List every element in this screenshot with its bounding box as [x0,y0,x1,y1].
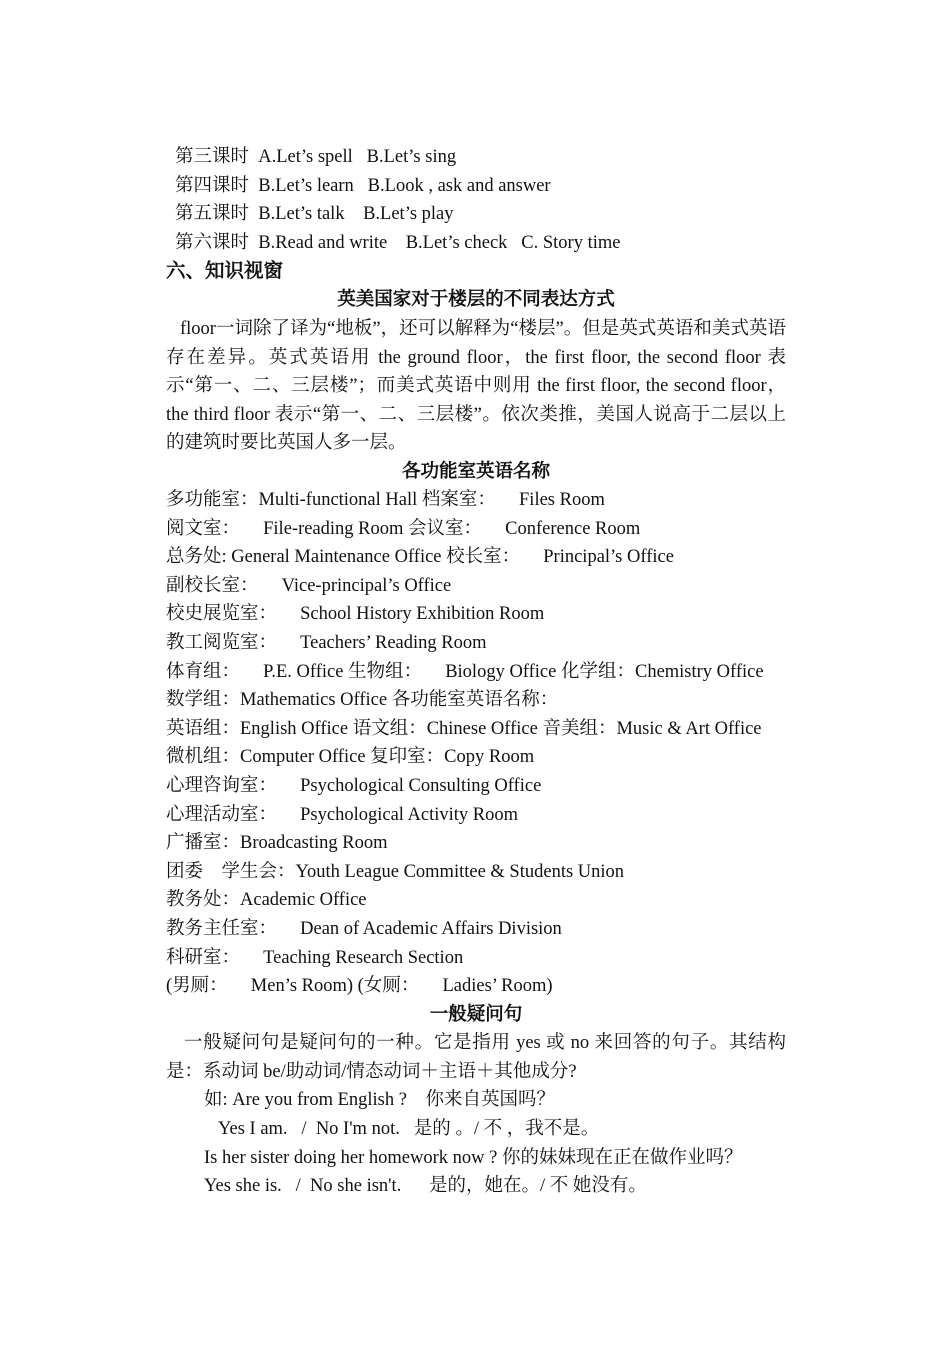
room-line: 体育组： P.E. Office 生物组： Biology Office 化学组：Chemistry Office [166,662,764,682]
question-title: 一般疑问句 [429,1005,523,1025]
question-paragraph: 一般疑问句是疑问句的一种。它是指用 yes 或 no 来回答的句子。其结构是：系动词 be/助动词/情态动词＋主语＋其他成分? [166,1033,786,1082]
room-line: (男厕： Men’s Room) (女厕： Ladies’ Room) [166,976,553,996]
lesson-line: 第五课时 B.Let’s talk B.Let’s play [175,204,454,224]
example-line: Yes she is. / No she isn't. 是的，她在。/ 不 她没有。 [204,1176,647,1196]
lesson-line: 第三课时 A.Let’s spell B.Let’s sing [175,147,457,167]
lesson-line: 第四课时 B.Let’s learn B.Look , ask and answer [175,176,551,196]
room-line: 教务主任室： Dean of Academic Affairs Division [166,919,562,939]
room-line: 英语组：English Office 语文组：Chinese Office 音美组：Music & Art Office [166,719,762,739]
room-line: 心理活动室： Psychological Activity Room [166,805,519,825]
room-line: 心理咨询室： Psychological Consulting Office [166,776,542,796]
room-line: 数学组：Mathematics Office 各功能室英语名称： [166,690,559,710]
section-heading: 六、知识视窗 [166,261,284,282]
lesson-line: 第六课时 B.Read and write B.Let’s check C. Story time [175,233,621,253]
room-line: 阅文室： File-reading Room 会议室： Conference Room [166,519,641,539]
room-line: 团委 学生会：Youth League Committee & Students Union [166,862,625,882]
room-line: 校史展览室： School History Exhibition Room [166,604,545,624]
example-line: Yes I am. / No I'm not. 是的 。/ 不 ，我不是。 [218,1119,600,1139]
example-line: Is her sister doing her homework now ? 你的妹妹现在正在做作业吗？ [204,1148,743,1168]
room-line: 教务处：Academic Office [166,890,367,910]
floor-paragraph: floor一词除了译为“地板”，还可以解释为“楼层”。但是英式英语和美式英语存在差异。英式英语用 the ground floor，the first floor, the second floor 表示“第一、二、三层楼”；而美式英语中则用 the first floor, the second floor，the third floor 表示“第一、二、三层楼”。依次类推，美国人说高于二层以上的建筑时要比英国人多一层。 [166,319,786,454]
room-line: 多功能室：Multi-functional Hall 档案室： Files Room [166,490,605,510]
example-line: 如: Are you from English ? 你来自英国吗？ [204,1090,555,1110]
room-line: 科研室： Teaching Research Section [166,948,464,968]
floor-title: 英美国家对于楼层的不同表达方式 [337,290,615,310]
room-line: 总务处: General Maintenance Office 校长室： Principal’s Office [166,547,674,567]
room-line: 教工阅览室： Teachers’ Reading Room [166,633,487,653]
room-line: 广播室：Broadcasting Room [166,833,388,853]
room-line: 微机组：Computer Office 复印室：Copy Room [166,747,535,767]
room-line: 副校长室： Vice-principal’s Office [166,576,452,596]
rooms-title: 各功能室英语名称 [401,462,550,482]
